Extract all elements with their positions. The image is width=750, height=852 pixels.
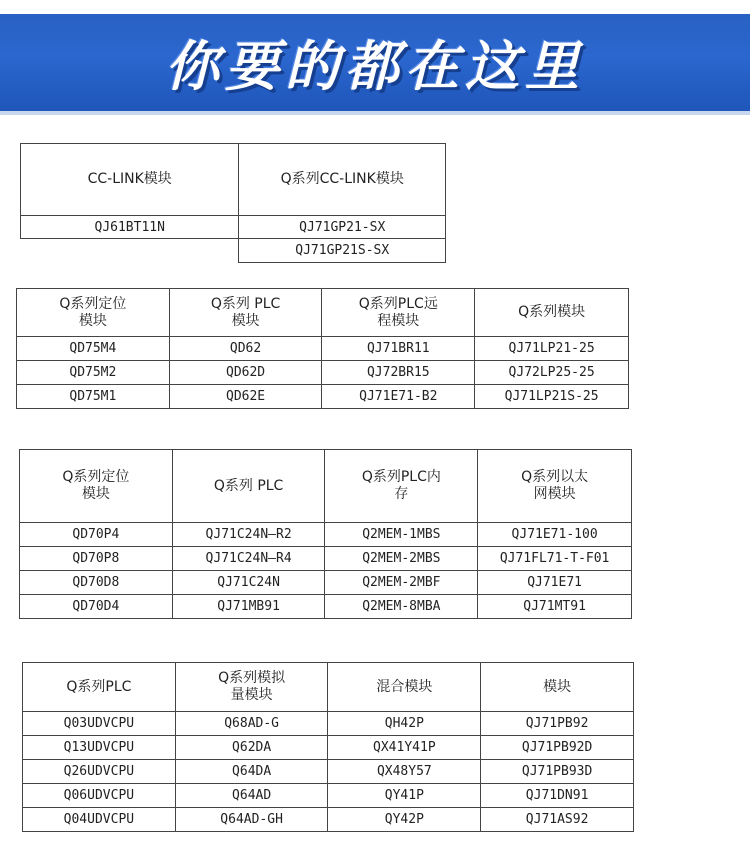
table-cell: QJ71PB92 <box>481 712 634 736</box>
table-header-cell: Q系列PLC远 程模块 <box>322 289 475 337</box>
table-cell: QY42P <box>328 808 481 832</box>
q-series-table-2 <box>19 449 632 619</box>
table-cell: Q64AD-GH <box>175 808 328 832</box>
table-cell: QJ71MT91 <box>478 595 632 619</box>
table-cell: Q04UDVCPU <box>23 808 176 832</box>
table-cell: QJ71BR11 <box>322 337 475 361</box>
table-cell: QJ71DN91 <box>481 784 634 808</box>
table-cell: QX41Y41P <box>328 736 481 760</box>
table-cell: QJ71E71-100 <box>478 523 632 547</box>
table-cell: Q62DA <box>175 736 328 760</box>
cc-link-table <box>20 143 446 263</box>
table-cell: Q64AD <box>175 784 328 808</box>
table-header-cell: Q系列CC-LINK模块 <box>239 144 446 216</box>
table-cell: Q2MEM-2MBS <box>325 547 478 571</box>
table-cell: QJ71AS92 <box>481 808 634 832</box>
table-cell: QH42P <box>328 712 481 736</box>
table-cell: QJ71GP21-SX <box>239 216 446 239</box>
table-header-cell: 混合模块 <box>328 663 481 712</box>
table-cell: QD70P8 <box>20 547 173 571</box>
table-cell: QJ71E71 <box>478 571 632 595</box>
table-cell: QJ71C24N—R2 <box>172 523 325 547</box>
banner-title: 你要的都在这里 <box>165 35 585 98</box>
table-header-cell: CC-LINK模块 <box>21 144 239 216</box>
table-cell: Q03UDVCPU <box>23 712 176 736</box>
table-cell: QJ71GP21S-SX <box>239 239 446 263</box>
table-cell: QJ71PB93D <box>481 760 634 784</box>
table-cell: QJ71MB91 <box>172 595 325 619</box>
table-cell: QD75M2 <box>17 361 170 385</box>
table-cell: QJ71C24N <box>172 571 325 595</box>
table-header-cell: Q系列定位 模块 <box>17 289 170 337</box>
table-cell: QJ71LP21S-25 <box>475 385 629 409</box>
table-cell-empty <box>21 239 239 263</box>
table-cell: Q2MEM-1MBS <box>325 523 478 547</box>
table-cell: QY41P <box>328 784 481 808</box>
table-cell: QX48Y57 <box>328 760 481 784</box>
table-header-cell: Q系列 PLC 模块 <box>169 289 322 337</box>
table-cell: QD70D4 <box>20 595 173 619</box>
table-cell: QJ72LP25-25 <box>475 361 629 385</box>
table-cell: Q13UDVCPU <box>23 736 176 760</box>
table-cell: QJ71C24N—R4 <box>172 547 325 571</box>
table-header-cell: Q系列模拟 量模块 <box>175 663 328 712</box>
table-cell: QJ61BT11N <box>21 216 239 239</box>
table-cell: Q68AD-G <box>175 712 328 736</box>
table-cell: QJ71FL71-T-F01 <box>478 547 632 571</box>
table-cell: Q26UDVCPU <box>23 760 176 784</box>
banner <box>0 0 750 113</box>
table-cell: QD70D8 <box>20 571 173 595</box>
table-cell: Q2MEM-8MBA <box>325 595 478 619</box>
table-cell: QD62 <box>169 337 322 361</box>
table-header-cell: Q系列以太 网模块 <box>478 450 632 523</box>
table-cell: Q2MEM-2MBF <box>325 571 478 595</box>
table-cell: Q64DA <box>175 760 328 784</box>
table-cell: QJ71PB92D <box>481 736 634 760</box>
table-cell: QD62E <box>169 385 322 409</box>
table-cell: QJ71LP21-25 <box>475 337 629 361</box>
table-cell: QD70P4 <box>20 523 173 547</box>
table-cell: QD75M1 <box>17 385 170 409</box>
table-header-cell: Q系列 PLC <box>172 450 325 523</box>
q-series-table-1 <box>16 288 629 409</box>
q-series-table-3 <box>22 662 634 832</box>
banner-top-stripe <box>0 0 750 14</box>
banner-bottom-line <box>0 111 750 115</box>
table-header-cell: Q系列定位 模块 <box>20 450 173 523</box>
table-header-cell: 模块 <box>481 663 634 712</box>
table-header-cell: Q系列模块 <box>475 289 629 337</box>
table-cell: QD75M4 <box>17 337 170 361</box>
table-cell: Q06UDVCPU <box>23 784 176 808</box>
table-header-cell: Q系列PLC内 存 <box>325 450 478 523</box>
table-cell: QJ72BR15 <box>322 361 475 385</box>
table-cell: QJ71E71-B2 <box>322 385 475 409</box>
table-cell: QD62D <box>169 361 322 385</box>
table-header-cell: Q系列PLC <box>23 663 176 712</box>
